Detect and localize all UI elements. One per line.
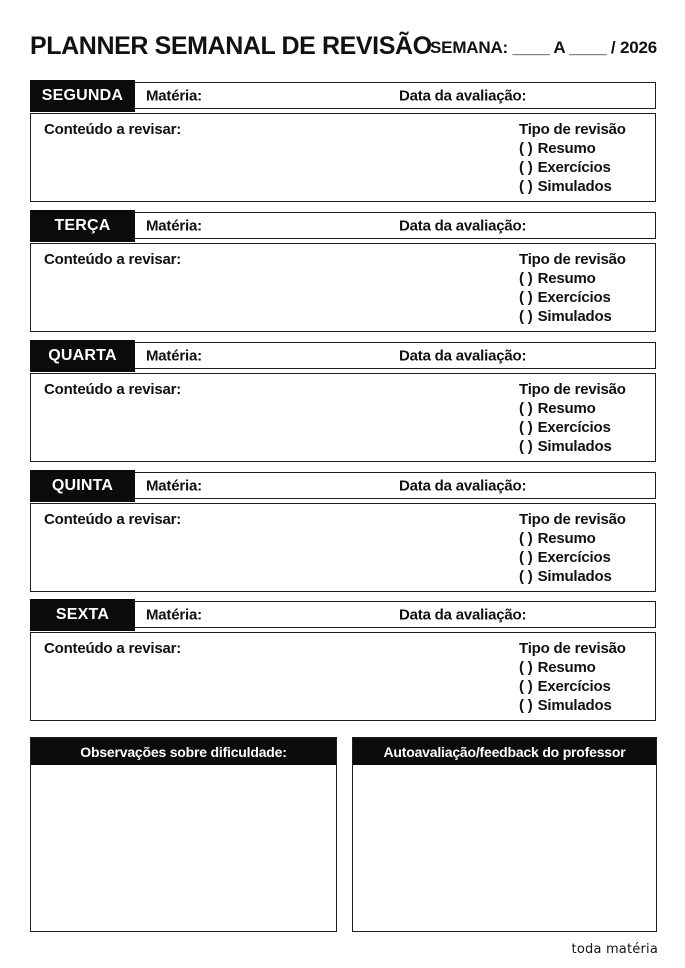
checkbox-empty-icon[interactable]: ( ) [519,568,533,585]
day-body [30,373,656,462]
subject-label: Matéria: [146,217,202,234]
subject-fill-area[interactable] [216,475,391,496]
day-section-quarta [30,340,656,462]
subject-label: Matéria: [146,347,202,364]
review-option-exercicios[interactable] [519,418,651,437]
day-tab: QUARTA [30,340,135,372]
subject-fill-area[interactable] [216,345,391,366]
review-option-label: Simulados [537,438,612,455]
review-option-label: Simulados [537,308,612,325]
content-fill-area[interactable] [44,661,484,716]
subject-fill-area[interactable] [216,215,391,236]
week-field[interactable]: SEMANA: ____ A ____ / 2026 [430,38,657,57]
review-option-resumo[interactable] [519,139,651,158]
review-option-label: Exercícios [537,549,611,566]
exam-date-label: Data da avaliação: [399,217,527,234]
day-body [30,503,656,592]
content-fill-area[interactable] [44,142,484,197]
checkbox-empty-icon[interactable]: ( ) [519,697,533,714]
review-option-resumo[interactable] [519,399,651,418]
content-fill-area[interactable] [44,532,484,587]
review-option-simulados[interactable] [519,437,651,456]
subject-fill-area[interactable] [216,85,391,106]
review-option-label: Exercícios [537,419,611,436]
review-option-simulados[interactable] [519,567,651,586]
notes-difficulties-box [30,737,337,932]
exam-date-fill-area[interactable] [541,215,651,236]
day-section-sexta [30,599,656,721]
checkbox-empty-icon[interactable]: ( ) [519,140,533,157]
checkbox-empty-icon[interactable]: ( ) [519,530,533,547]
review-type-title: Tipo de revisão [519,121,626,138]
review-option-resumo[interactable] [519,269,651,288]
checkbox-empty-icon[interactable]: ( ) [519,400,533,417]
review-option-label: Simulados [537,178,612,195]
exam-date-fill-area[interactable] [541,604,651,625]
review-option-simulados[interactable] [519,177,651,196]
exam-date-label: Data da avaliação: [399,347,527,364]
notes-difficulties-title: Observações sobre dificuldade: [31,738,336,765]
review-option-label: Simulados [537,568,612,585]
review-option-label: Resumo [537,659,596,676]
checkbox-empty-icon[interactable]: ( ) [519,678,533,695]
page-title: PLANNER SEMANAL DE REVISÃO [30,32,432,60]
review-type-column [519,380,651,456]
checkbox-empty-icon[interactable]: ( ) [519,549,533,566]
review-option-label: Resumo [537,140,596,157]
exam-date-fill-area[interactable] [541,85,651,106]
day-tab: QUINTA [30,470,135,502]
content-label: Conteúdo a revisar: [44,251,182,268]
checkbox-empty-icon[interactable]: ( ) [519,159,533,176]
day-tab: SEGUNDA [30,80,135,112]
notes-feedback-title: Autoavaliação/feedback do professor [353,738,656,765]
checkbox-empty-icon[interactable]: ( ) [519,419,533,436]
exam-date-fill-area[interactable] [541,475,651,496]
day-section-terca [30,210,656,332]
content-label: Conteúdo a revisar: [44,511,182,528]
content-label: Conteúdo a revisar: [44,640,182,657]
day-section-quinta [30,470,656,592]
review-option-label: Exercícios [537,289,611,306]
content-label: Conteúdo a revisar: [44,121,182,138]
review-option-label: Exercícios [537,159,611,176]
review-option-exercicios[interactable] [519,288,651,307]
content-fill-area[interactable] [44,272,484,327]
checkbox-empty-icon[interactable]: ( ) [519,659,533,676]
review-option-label: Resumo [537,400,596,417]
review-option-label: Exercícios [537,678,611,695]
subject-label: Matéria: [146,477,202,494]
review-option-exercicios[interactable] [519,548,651,567]
review-option-label: Simulados [537,697,612,714]
exam-date-label: Data da avaliação: [399,606,527,623]
subject-fill-area[interactable] [216,604,391,625]
review-type-column [519,250,651,326]
checkbox-empty-icon[interactable]: ( ) [519,289,533,306]
subject-label: Matéria: [146,87,202,104]
checkbox-empty-icon[interactable]: ( ) [519,270,533,287]
review-type-title: Tipo de revisão [519,381,626,398]
review-option-simulados[interactable] [519,307,651,326]
review-type-column [519,510,651,586]
toda-materia-logo: toda matéria [571,942,658,957]
day-tab: TERÇA [30,210,135,242]
day-section-segunda [30,80,656,202]
content-fill-area[interactable] [44,402,484,457]
content-label: Conteúdo a revisar: [44,381,182,398]
review-option-label: Resumo [537,270,596,287]
review-type-title: Tipo de revisão [519,640,626,657]
checkbox-empty-icon[interactable]: ( ) [519,178,533,195]
notes-feedback-box [352,737,657,932]
exam-date-label: Data da avaliação: [399,87,527,104]
review-type-column [519,639,651,715]
review-option-exercicios[interactable] [519,158,651,177]
review-option-label: Resumo [537,530,596,547]
exam-date-label: Data da avaliação: [399,477,527,494]
checkbox-empty-icon[interactable]: ( ) [519,308,533,325]
notes-feedback-fill-area[interactable] [353,765,656,930]
day-body [30,632,656,721]
day-tab: SEXTA [30,599,135,631]
review-option-resumo[interactable] [519,529,651,548]
day-body [30,243,656,332]
review-type-title: Tipo de revisão [519,511,626,528]
subject-label: Matéria: [146,606,202,623]
day-body [30,113,656,202]
exam-date-fill-area[interactable] [541,345,651,366]
review-type-column [519,120,651,196]
notes-difficulties-fill-area[interactable] [31,765,336,930]
review-option-exercicios[interactable] [519,677,651,696]
review-option-resumo[interactable] [519,658,651,677]
review-option-simulados[interactable] [519,696,651,715]
review-type-title: Tipo de revisão [519,251,626,268]
checkbox-empty-icon[interactable]: ( ) [519,438,533,455]
